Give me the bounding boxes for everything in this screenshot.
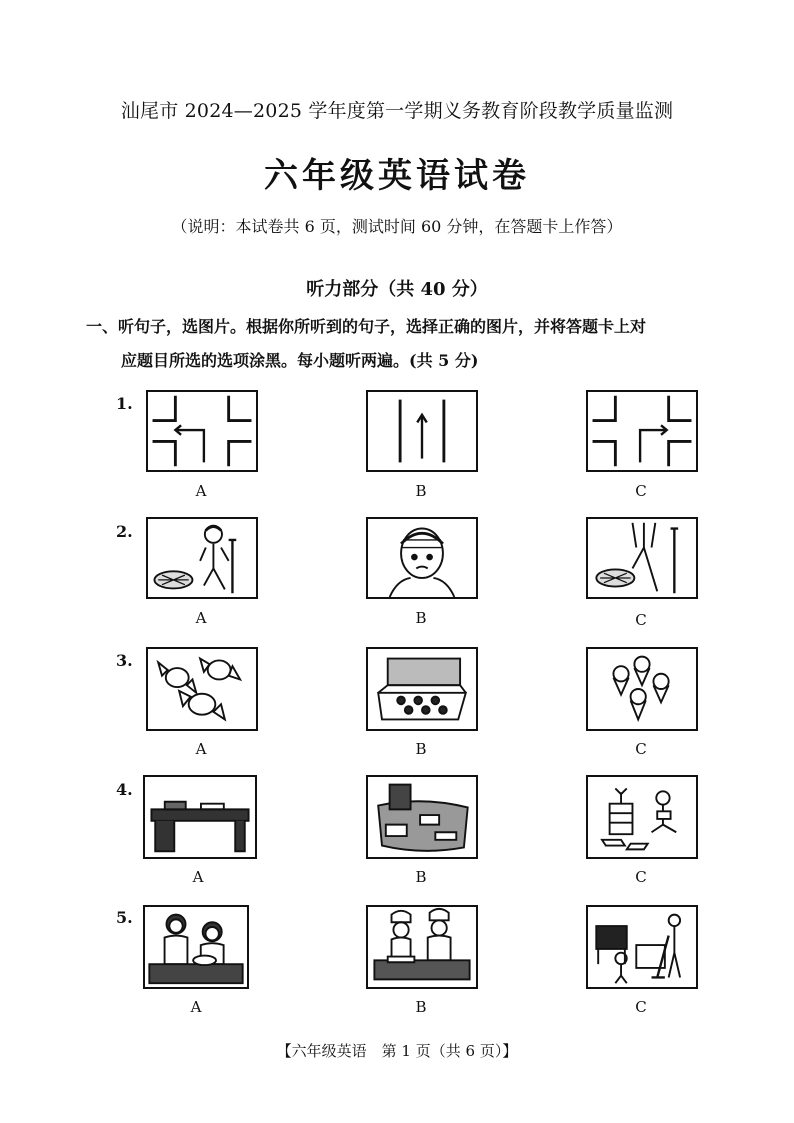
messy-table-with-books-picture xyxy=(366,775,478,859)
section-title: 听力部分（共 40 分） xyxy=(306,279,488,300)
option-label: A xyxy=(192,868,204,886)
exam-supertitle: 汕尾市 2024—2025 学年度第一学期义务教育阶段教学质量监测 xyxy=(120,100,674,122)
turn-right-arrow-crossroads-picture xyxy=(586,390,698,472)
page-footer: 【六年级英语 第 1 页（共 6 页）】 xyxy=(276,1042,518,1060)
option-label: B xyxy=(415,609,427,627)
option-label: C xyxy=(635,740,647,758)
turn-left-arrow-crossroads-picture xyxy=(146,390,258,472)
wrapped-candies-picture xyxy=(146,647,258,731)
exam-title: 六年级英语试卷 xyxy=(264,156,530,196)
option-label: C xyxy=(635,482,647,500)
desk-with-books-picture xyxy=(143,775,257,859)
option-label: B xyxy=(415,482,427,500)
part1-instruction-line2: 应题目所选的选项涂黑。每小题听两遍。(共 5 分) xyxy=(121,351,479,370)
option-label: A xyxy=(195,482,207,500)
two-chefs-cooking-picture xyxy=(366,905,478,989)
ice-cream-cones-picture xyxy=(586,647,698,731)
injured-foot-with-crutch-picture xyxy=(586,517,698,599)
part1-instruction-line1: 一、听句子，选图片。根据你所听到的句子，选择正确的图片，并将答题卡上对 xyxy=(86,317,647,336)
option-label: B xyxy=(415,740,427,758)
box-of-chocolates-picture xyxy=(366,647,478,731)
option-label: B xyxy=(415,868,427,886)
two-girls-cooking-picture xyxy=(143,905,249,989)
option-label: C xyxy=(635,998,647,1016)
option-label: B xyxy=(415,998,427,1016)
option-label: C xyxy=(635,611,647,629)
exam-note: （说明：本试卷共 6 页，测试时间 60 分钟，在答题卡上作答） xyxy=(171,217,623,236)
question-number: 3. xyxy=(116,651,133,670)
boy-reading-near-cabinet-picture xyxy=(586,775,698,859)
option-label: A xyxy=(195,609,207,627)
question-number: 5. xyxy=(116,908,133,927)
family-cleaning-room-picture xyxy=(586,905,698,989)
question-number: 1. xyxy=(116,394,133,413)
option-label: A xyxy=(195,740,207,758)
option-label: C xyxy=(635,868,647,886)
go-straight-arrow-road-picture xyxy=(366,390,478,472)
man-with-crutch-injured-foot-picture xyxy=(146,517,258,599)
option-label: A xyxy=(190,998,202,1016)
boy-with-bandaged-head-picture xyxy=(366,517,478,599)
exam-header xyxy=(0,96,794,123)
question-number: 2. xyxy=(116,522,133,541)
question-number: 4. xyxy=(116,780,133,799)
